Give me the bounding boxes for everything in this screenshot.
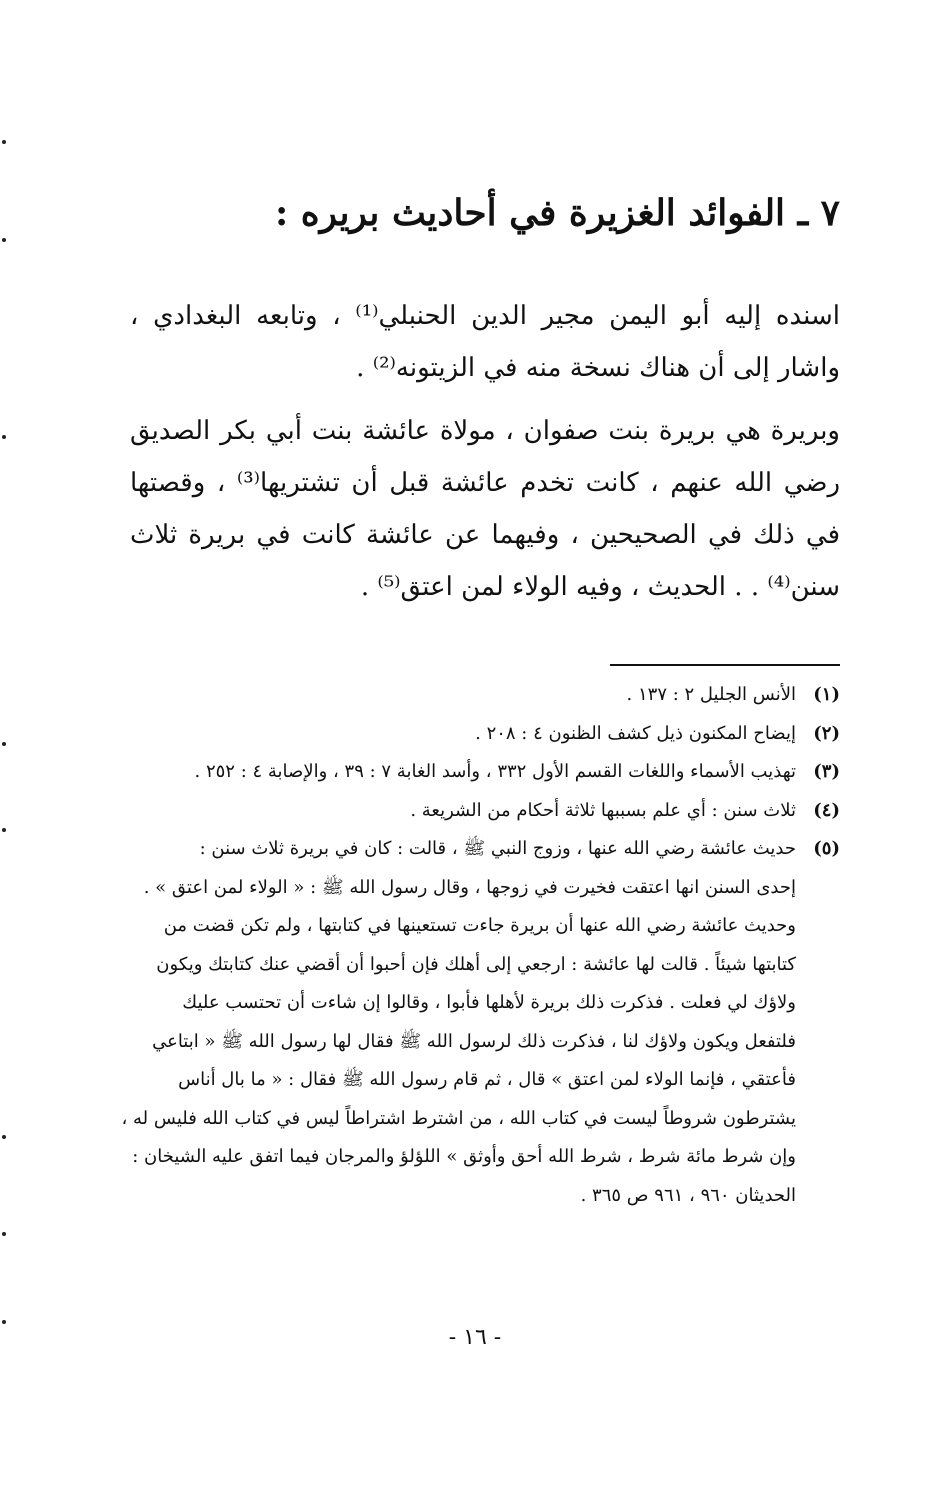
footnote-1: [120, 676, 840, 715]
scan-speck: [2, 435, 6, 439]
scan-speck: [2, 1135, 6, 1139]
footnote-number: (٤): [813, 799, 840, 821]
footnote-line: ولاؤك لي فعلت . فذكرت ذلك بريرة لأهلها فأبوا ، وقالوا إن شاءت أن تحتسب عليك: [182, 992, 796, 1013]
scan-speck: [2, 828, 6, 832]
section-heading: ٧ ـ الفوائد الغزيرة في أحاديث بريره :: [274, 192, 840, 234]
paragraph-1: اسنده إليه أبو اليمن مجير الدين الحنبلي⁽¹⁾ ، وتابعه البغدادي ، واشار إلى أن هناك نسخة منه في الزيتونه⁽²⁾ .: [130, 301, 841, 383]
page-number: - ١٦ -: [448, 1325, 502, 1350]
footnote-line: الحديثان ٩٦٠ ، ٩٦١ ص ٣٦٥ .: [580, 1184, 796, 1206]
footnotes-list: [120, 676, 840, 1215]
footnote-line: كتابتها شيئاً . قالت لها عائشة : ارجعي إلى أهلك فإن أحبوا أن أقضي عنك كتابتك ويكون: [156, 953, 796, 975]
footnote-number: (١): [813, 684, 840, 705]
footnote-line: يشترطون شروطاً ليست في كتاب الله ، من اشترط اشتراطاً ليس في كتاب الله فليس له ،: [121, 1107, 796, 1129]
scan-speck: [2, 238, 6, 242]
footnote-line: وإن شرط مائة شرط ، شرط الله أحق وأوثق » اللؤلؤ والمرجان فيما اتفق عليه الشيخان :: [132, 1146, 796, 1167]
footnote-line: حديث عائشة رضي الله عنها ، وزوج النبي ﷺ ، قالت : كان في بريرة ثلاث سنن :: [199, 838, 796, 859]
footnote-3: [120, 753, 840, 792]
footnote-text: تهذيب الأسماء واللغات القسم الأول ٣٣٢ ، وأسد الغابة ٧ : ٣٩ ، والإصابة ٤ : ٢٥٢ .: [194, 761, 796, 782]
footnote-line: إحدى السنن انها اعتقت فخيرت في زوجها ، وقال رسول الله ﷺ : « الولاء لمن اعتق » .: [143, 876, 796, 898]
footnote-text: [120, 830, 796, 1215]
footnote-text: إيضاح المكنون ذيل كشف الظنون ٤ : ٢٠٨ .: [475, 722, 796, 744]
footnote-line: وحديث عائشة رضي الله عنها أن بريرة جاءت تستعينها في كتابتها ، ولم تكن قضت من: [163, 915, 796, 936]
scan-speck: [2, 1232, 6, 1236]
footnote-separator: [610, 664, 840, 666]
footnote-2: [120, 715, 840, 754]
footnote-line: فلتفعل ويكون ولاؤك لنا ، فذكرت ذلك لرسول الله ﷺ فقال لها رسول الله ﷺ « ابتاعي: [152, 1030, 796, 1052]
footnote-text: ثلاث سنن : أي علم بسببها ثلاثة أحكام من الشريعة .: [410, 799, 796, 821]
footnote-5: [120, 830, 840, 1215]
footnote-line: فأعتقي ، فإنما الولاء لمن اعتق » قال ، ثم قام رسول الله ﷺ فقال : « ما بال أناس: [178, 1069, 796, 1090]
footnote-number: (٣): [813, 761, 840, 782]
footnote-text: الأنس الجليل ٢ : ١٣٧ .: [626, 684, 796, 705]
footnote-4: [120, 792, 840, 831]
scan-speck: [2, 742, 6, 746]
scan-speck: [2, 1320, 6, 1324]
footnote-number: (٢): [813, 722, 840, 744]
scan-speck: [2, 140, 6, 144]
footnote-number: (٥): [813, 838, 840, 859]
paragraph-2: وبريرة هي بريرة بنت صفوان ، مولاة عائشة بنت أبي بكر الصديق رضي الله عنهم ، كانت تخدم عائشة قبل أن تشتريها⁽³⁾ ، وقصتها في ذلك في الصحيحين ، وفيهما عن عائشة كانت في بريرة ثلاث سنن⁽⁴⁾ . . الحديث ، وفيه الولاء لمن اعتق⁽⁵⁾ .: [130, 416, 840, 602]
